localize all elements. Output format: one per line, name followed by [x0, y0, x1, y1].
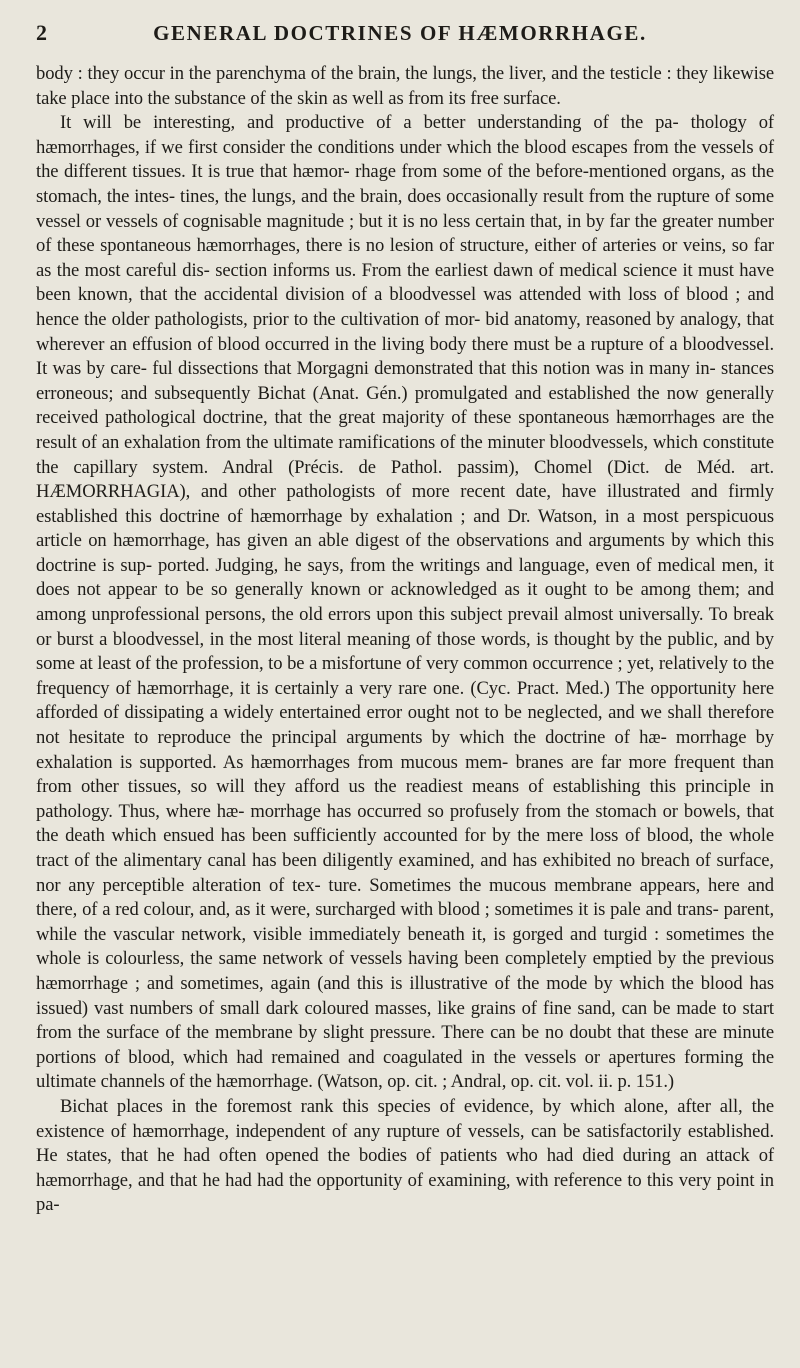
running-head: [36, 20, 774, 50]
paragraph-continuation: body : they occur in the parenchyma of the brain, the lungs, the liver, and the testicle : they likewise take place into the substance of the skin as well as from its free surface.: [36, 63, 774, 109]
body-text: [36, 62, 774, 1218]
paragraph-bichat: Bichat places in the foremost rank this species of evidence, by which alone, after all, the existence of hæmorrhage, independent of any rupture of vessels, can be satisfactorily established. He states, that he had often opened the bodies of patients who had died during an attack of hæmorrhage, and that he had had the opportunity of examining, with reference to this very point in pa-: [36, 1095, 774, 1216]
page-number: 2: [36, 20, 47, 45]
paragraph-pathology: It will be interesting, and productive of a better understanding of the pa- thology of hæmorrhages, if we first consider the conditions under which the blood escapes from the vessels of the different tissues. It is true that hæmor- rhage from some of the before-mentioned organs, as the stomach, the intes- tines, the lungs, and the brain, does occasionally result from the rupture of some vessel or vessels of cognisable magnitude ; but it is no less certain that, in by far the greater number of these spontaneous hæmorrhages, there is no lesion of structure, either of arteries or veins, so far as the most careful dis- section informs us. From the earliest dawn of medical science it must have been known, that the accidental division of a bloodvessel was attended with loss of blood ; and hence the older pathologists, prior to the cultivation of mor- bid anatomy, reasoned by analogy, that wherever an effusion of blood occurred in the living body there must be a rupture of a bloodvessel. It was by care- ful dissections that Morgagni demonstrated that this notion was in many in- stances erroneous; and subsequently Bichat (Anat. Gén.) promulgated and established the now generally received pathological doctrine, that the great majority of these spontaneous hæmorrhages are the result of an exhalation from the ultimate ramifications of the minuter bloodvessels, which constitute the capillary system. Andral (Précis. de Pathol. passim), Chomel (Dict. de Méd. art. HÆMORRHAGIA), and other pathologists of more recent date, have illustrated and firmly established this doctrine of hæmorrhage by exhalation ; and Dr. Watson, in a most perspicuous article on hæmorrhage, has given an able digest of the observations and arguments by which this doctrine is sup- ported. Judging, he says, from the writings and language, even of medical men, it does not appear to be so generally known or acknowledged as it ought to be among them; and among unprofessional persons, the old errors upon this subject prevail almost universally. To break or burst a bloodvessel, in the most literal meaning of those words, is thought by the public, and by some at least of the profession, to be a misfortune of very common occurrence ; yet, relatively to the frequency of hæmorrhage, it is certainly a very rare one. (Cyc. Pract. Med.) The opportunity here afforded of dissipating a widely entertained error ought not to be neglected, and we shall therefore not hesitate to reproduce the principal arguments by which the doctrine of hæ- morrhage by exhalation is supported. As hæmorrhages from mucous mem- branes are far more frequent than from other tissues, so will they afford us the readiest means of establishing this principle in pathology. Thus, where hæ- morrhage has occurred so profusely from the stomach or bowels, that the death which ensued has been sufficiently accounted for by the mere loss of blood, the whole tract of the alimentary canal has been diligently examined, and has exhibited no breach of surface, nor any perceptible alteration of tex- ture. Sometimes the mucous membrane appears, here and there, of a red colour, and, as it were, surcharged with blood ; sometimes it is pale and trans- parent, while the vascular network, visible immediately beneath it, is gorged and turgid : sometimes the whole is colourless, the same network of vessels having been completely emptied by the previous hæmorrhage ; and sometimes, again (and this is illustrative of the mode by which the blood has issued) vast numbers of small dark coloured masses, like grains of fine sand, can be made to start from the surface of the membrane by slight pressure. There can be no doubt that these are minute portions of blood, which had remained and coagulated in the vessels or apertures forming the ultimate channels of the hæmorrhage. (Watson, op. cit. ; Andral, op. cit. vol. ii. p. 151.): [36, 112, 774, 1093]
running-title: GENERAL DOCTRINES OF HÆMORRHAGE.: [153, 21, 647, 45]
